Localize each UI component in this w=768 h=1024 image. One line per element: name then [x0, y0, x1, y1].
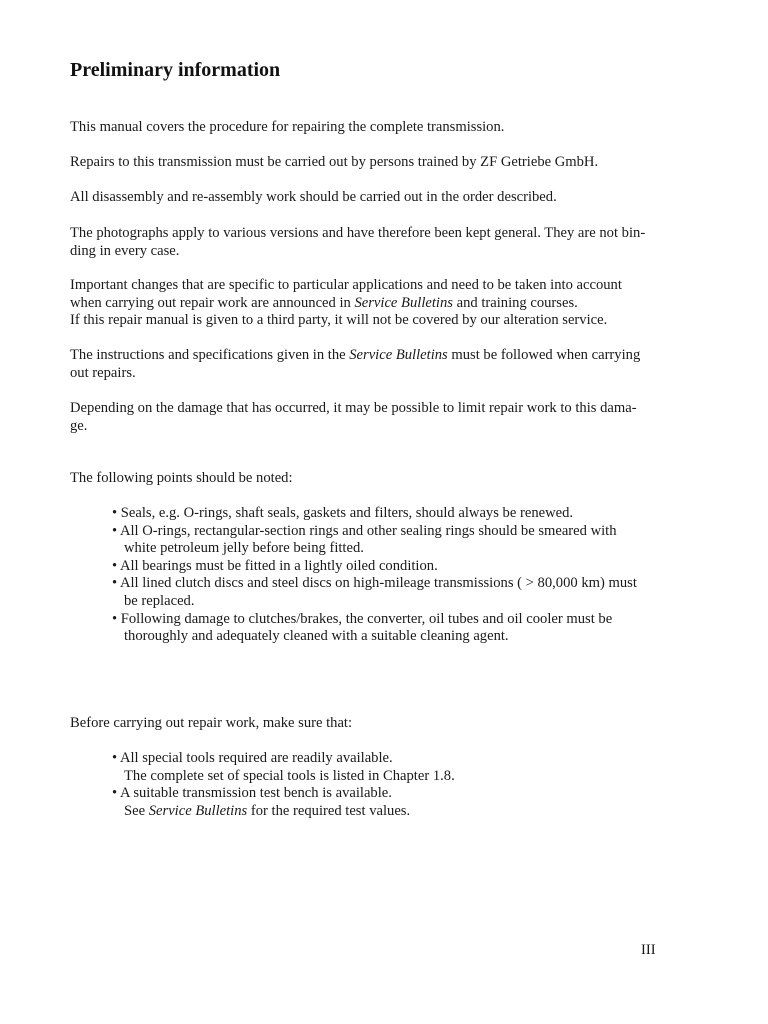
paragraph-line: All disassembly and re-assembly work should be carried out in the order described. — [70, 189, 557, 205]
bullet-text: • Following damage to clutches/brakes, the converter, oil tubes and oil cooler must be — [112, 610, 613, 627]
paragraph-training — [70, 154, 690, 172]
bullet-text: • All O-rings, rectangular-section rings and other sealing rings should be smeared with — [112, 522, 617, 539]
text-run: and training courses. — [452, 294, 578, 311]
list-item — [112, 505, 692, 523]
paragraph-line: This manual covers the procedure for repairing the complete transmission. — [70, 119, 505, 135]
paragraph-instructions — [70, 347, 690, 382]
paragraph-line: Important changes that are specific to particular applications and need to be taken into account — [70, 277, 622, 293]
paragraph-line: ge. — [70, 417, 88, 434]
paragraph-line — [70, 347, 690, 365]
page-number: III — [641, 942, 656, 958]
service-bulletins-reference: Service Bulletins — [349, 347, 448, 363]
list-item — [112, 575, 692, 610]
text-run: for the required test values. — [247, 802, 411, 819]
bullet-continuation: The complete set of special tools is listed in Chapter 1.8. — [124, 767, 455, 784]
bullet-text: • All bearings must be fitted in a lightly oiled condition. — [112, 557, 438, 574]
text-run: must be followed when carrying — [447, 347, 641, 363]
before-repair-bullet-list — [112, 750, 692, 820]
paragraph-damage — [70, 400, 690, 435]
paragraph-line: If this repair manual is given to a third party, it will not be covered by our alteration service. — [70, 312, 608, 329]
service-bulletins-reference: Service Bulletins — [148, 802, 248, 819]
paragraph-line: Repairs to this transmission must be carried out by persons trained by ZF Getriebe GmbH. — [70, 154, 599, 170]
bullet-text: • All special tools required are readily available. — [112, 750, 393, 766]
paragraph-photographs — [70, 225, 690, 260]
text-run: when carrying out repair work are announced in — [70, 294, 355, 311]
list-item — [112, 611, 692, 646]
text-run: See — [124, 802, 149, 819]
paragraph-line: Depending on the damage that has occurred, it may be possible to limit repair work to this dama- — [70, 400, 637, 416]
bullet-continuation: thoroughly and adequately cleaned with a suitable cleaning agent. — [124, 628, 509, 645]
paragraph-line: The following points should be noted: — [70, 470, 293, 486]
paragraph-line: out repairs. — [70, 364, 136, 381]
text-run: The instructions and specifications given in the — [70, 347, 350, 363]
before-repair-intro — [70, 715, 690, 733]
bullet-continuation: white petroleum jelly before being fitted. — [124, 540, 364, 557]
paragraph-line: ding in every case. — [70, 242, 180, 259]
paragraph-scope — [70, 119, 690, 137]
bullet-continuation: be replaced. — [124, 592, 195, 609]
paragraph-order — [70, 189, 690, 207]
bullet-text: • A suitable transmission test bench is available. — [112, 785, 392, 802]
paragraph-important-changes — [70, 277, 690, 330]
bullet-text: • Seals, e.g. O-rings, shaft seals, gaskets and filters, should always be renewed. — [112, 505, 574, 521]
page-title: Preliminary information — [70, 59, 281, 81]
notes-bullet-list — [112, 505, 692, 646]
paragraph-line — [70, 295, 690, 313]
list-item — [112, 523, 692, 558]
list-item — [112, 558, 692, 576]
bullet-continuation — [112, 803, 692, 821]
list-item — [112, 785, 692, 820]
notes-intro — [70, 470, 690, 488]
service-bulletins-reference: Service Bulletins — [354, 294, 453, 311]
list-item — [112, 750, 692, 785]
bullet-text: • All lined clutch discs and steel discs on high-mileage transmissions ( > 80,000 km) must — [112, 575, 637, 592]
paragraph-line: The photographs apply to various versions and have therefore been kept general. They are not bin- — [70, 225, 646, 241]
paragraph-line: Before carrying out repair work, make sure that: — [70, 715, 353, 731]
